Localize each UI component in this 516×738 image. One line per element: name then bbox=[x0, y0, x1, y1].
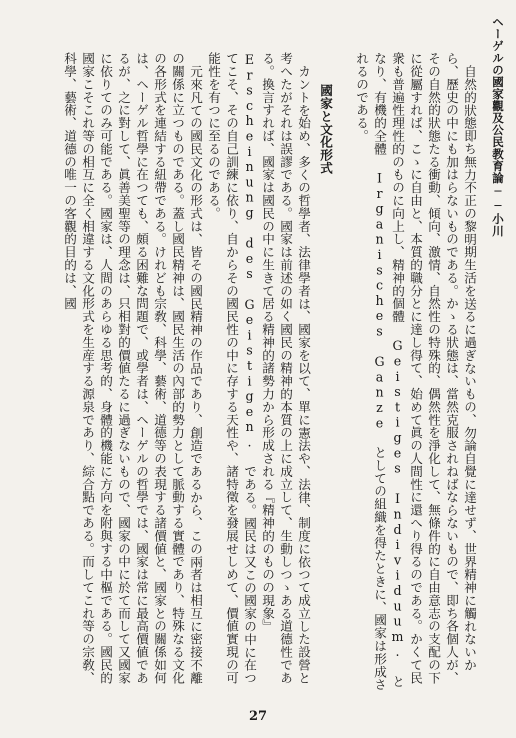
paragraph-3: 元來凡ての國民文化の形式は、皆その國民精神の作品であり、創造であるから、この兩者は相互に密接不離の關係に立つものである。蓋し國民精神は、國民生活の內部的勢力として脈動する實體であり、特殊なる文化の各形式を連結する紐帶である。けれども宗敎、科學、藝術、道德等の表現する諸價値と、國家との關係如何は、ヘーゲル哲學に在つても、頗る困難な問題で、或學者は、ヘーゲルの哲學では、國家は常に最高價値であるが、之に對して、眞善美聖等の理念は、只相對的價値たるに過ぎないもので、國家の中に於て而して又國家に依りてのみ可能である。國家は、人間のあらゆる思考的、身體的機能に方向を附與する中樞である。國民的國家こそこれ等の相互に全く相違する文化形式を生産する源泉であり、綜合點である。而してこれ等の宗敎、科學、藝術、道德の唯一の客觀的目的は、國 bbox=[62, 52, 203, 685]
running-header: ヘーゲルの國家觀及公民教育論──小川 bbox=[491, 16, 505, 237]
paragraph-2: カントを始め、多くの哲學者、法律學者は、國家を以て、單に憲法や、法律、制度に依つて成立した設營と考へたがそれは誤謬である。國家は前述の如く國民の精神的本質の上に成立して、生動しつゝある道德性である。換言すれば、國家は國民の中に生きて居る精神的諸勢力から形成される『精神的のものの現象』Erscheinung des Geistigen. である。國民は又この國家の中に在つてこそ、その自己訓練に依り、自からその國民性の中に存する天性や、諸特徵を發展せしめて、價値實現の可能性を有つに至るのである。 bbox=[206, 52, 311, 685]
section-heading: 國家と文化形式 bbox=[318, 83, 333, 174]
body-text bbox=[30, 52, 478, 692]
page-number: 27 bbox=[248, 709, 268, 724]
paragraph-1: 自然的狀態即ち無力不正の黎明期生活を送るに過ぎないもの、勿論自覺に達せず、世界精神に觸れないから、歷史の中にも加はらないものである。かゝる狀態は、當然克服されねばならないもので、即ち各個人が、その自然的狀態たる衝動、傾向、激情、自然性の特殊的、偶然性を淨化して、無條件的に自由意志の支配の下に從屬すれば、こゝに自由と、本質的職分とに達し得て、始めて眞の人間性に還へり得るのである。かくて民衆も普遍性理性的のものに向上し、精神的個體 Geistiges Individuum. となり、有機的全體 Irganisches Ganze としての組織を得たときに、國家は形成されるのである。 bbox=[354, 52, 477, 691]
